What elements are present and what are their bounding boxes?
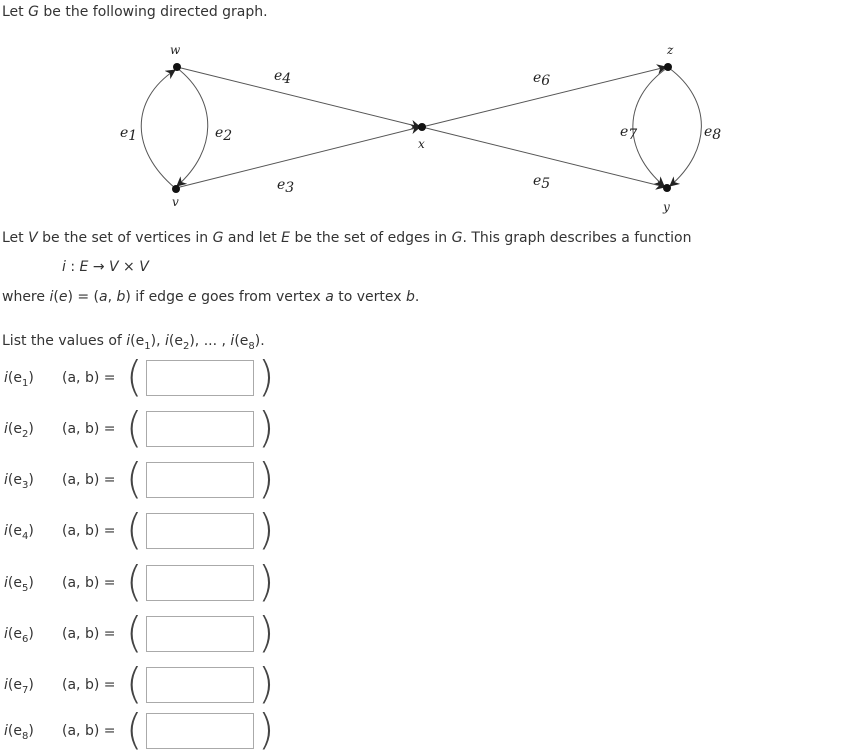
row-label: $i(e_2)$ — [4, 421, 34, 440]
pair-label: (a, b) = — [62, 575, 116, 591]
vertex-y — [663, 184, 671, 192]
pair-label: (a, b) = — [62, 677, 116, 693]
row-label: $i(e_5)$ — [4, 575, 34, 594]
answer-input-e4[interactable] — [146, 513, 254, 549]
open-paren: ( — [126, 705, 143, 754]
answer-row-e1 — [0, 352, 300, 401]
close-paren: ) — [258, 454, 275, 503]
function-definition: i : E → V × V — [62, 259, 149, 275]
vertex-label-x: x — [418, 137, 425, 151]
row-label: $i(e_6)$ — [4, 626, 34, 645]
row-label: $i(e_1)$ — [4, 370, 34, 389]
pair-label: (a, b) = — [62, 523, 116, 539]
description-text: Let V be the set of vertices in G and let E be the set of edges in G. This graph describes a function — [2, 230, 692, 246]
close-paren: ) — [258, 557, 275, 606]
close-paren: ) — [258, 352, 275, 401]
answer-input-e5[interactable] — [146, 565, 254, 601]
edge-e7 — [633, 68, 667, 186]
edge-label-e4: e4 — [274, 68, 292, 87]
edge-label-e1: e1 — [120, 125, 138, 144]
open-paren: ( — [126, 505, 143, 554]
pair-label: (a, b) = — [62, 472, 116, 488]
close-paren: ) — [258, 608, 275, 657]
answer-row-e4 — [0, 505, 300, 554]
pair-label: (a, b) = — [62, 421, 116, 437]
edge-e8 — [669, 68, 701, 186]
close-paren: ) — [258, 705, 275, 754]
open-paren: ( — [126, 403, 143, 452]
answer-row-e2 — [0, 403, 300, 452]
answer-row-e8 — [0, 705, 300, 754]
vertex-z — [664, 63, 672, 71]
answer-row-e3 — [0, 454, 300, 503]
edge-e3 — [176, 127, 420, 188]
vertex-x — [418, 123, 426, 131]
answer-input-e1[interactable] — [146, 360, 254, 396]
edge-label-e3: e3 — [277, 177, 295, 196]
answer-row-e7 — [0, 659, 300, 708]
pair-label: (a, b) = — [62, 723, 116, 739]
list-instruction: List the values of $i(e_1)$, $i(e_2)$, ... , $i(e_8)$. — [2, 333, 265, 352]
edge-label-e2: e2 — [215, 125, 233, 144]
edge-label-e5: e5 — [533, 173, 551, 192]
row-label: $i(e_4)$ — [4, 523, 34, 542]
row-label: $i(e_7)$ — [4, 677, 34, 696]
edge-e1 — [141, 70, 175, 188]
where-clause: where i(e) = (a, b) if edge e goes from vertex a to vertex b. — [2, 289, 420, 305]
vertex-label-w: w — [170, 43, 181, 57]
close-paren: ) — [258, 659, 275, 708]
open-paren: ( — [126, 557, 143, 606]
edge-e4 — [177, 67, 420, 127]
directed-graph-figure — [100, 40, 740, 215]
answer-input-e2[interactable] — [146, 411, 254, 447]
vertex-label-y: y — [663, 200, 670, 214]
open-paren: ( — [126, 352, 143, 401]
close-paren: ) — [258, 403, 275, 452]
vertex-w — [173, 63, 181, 71]
row-label: $i(e_3)$ — [4, 472, 34, 491]
answer-row-e5 — [0, 557, 300, 606]
pair-label: (a, b) = — [62, 626, 116, 642]
answer-input-e6[interactable] — [146, 616, 254, 652]
vertex-v — [172, 185, 180, 193]
edge-label-e8: e8 — [704, 124, 722, 143]
open-paren: ( — [126, 454, 143, 503]
answer-input-e8[interactable] — [146, 713, 254, 749]
vertex-label-z: z — [667, 43, 674, 57]
pair-label: (a, b) = — [62, 370, 116, 386]
answer-input-e3[interactable] — [146, 462, 254, 498]
answer-row-e6 — [0, 608, 300, 657]
open-paren: ( — [126, 608, 143, 657]
close-paren: ) — [258, 505, 275, 554]
vertex-label-v: v — [172, 195, 179, 209]
intro-text: Let G be the following directed graph. — [2, 4, 268, 20]
open-paren: ( — [126, 659, 143, 708]
row-label: $i(e_8)$ — [4, 723, 34, 742]
answer-input-e7[interactable] — [146, 667, 254, 703]
edge-label-e7: e7 — [620, 124, 638, 143]
edge-e2 — [177, 68, 208, 186]
edge-label-e6: e6 — [533, 70, 551, 89]
